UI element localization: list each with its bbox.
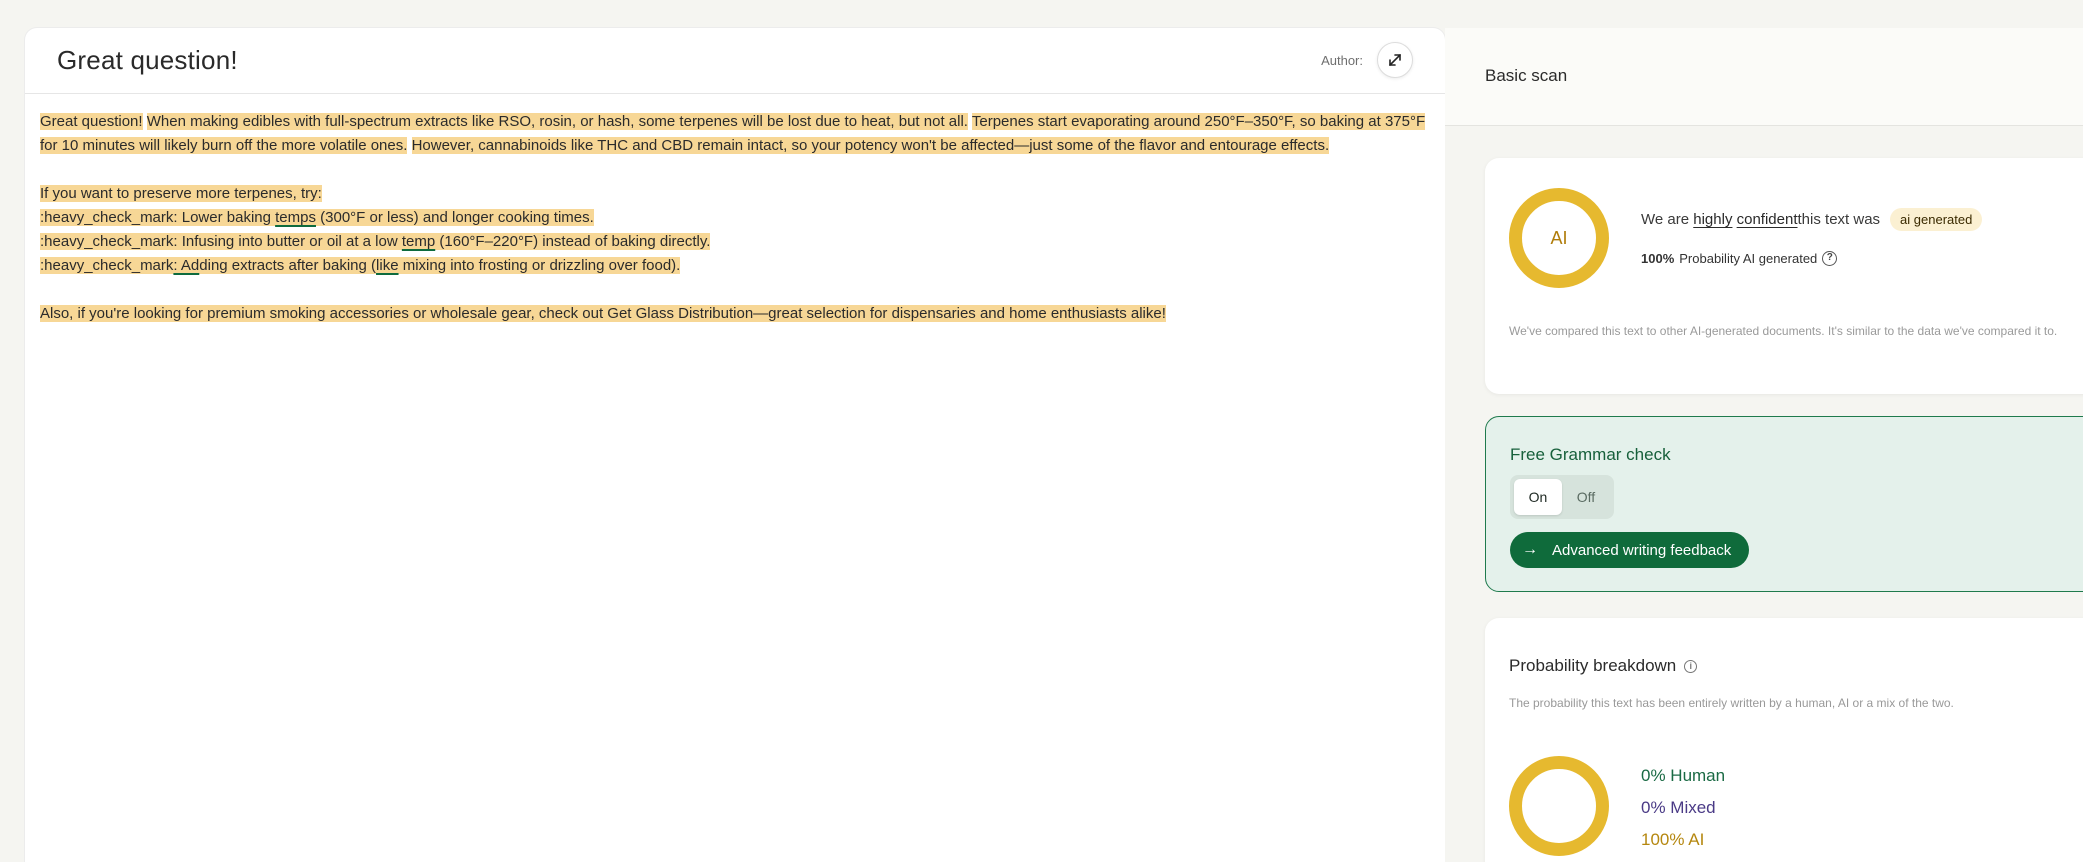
- highly-link[interactable]: highly: [1693, 211, 1733, 228]
- probability-breakdown-card: [1485, 618, 2083, 862]
- list-text: mixing into frosting or drizzling over food).: [398, 257, 681, 274]
- grammar-suggestion[interactable]: : Ad: [173, 257, 200, 274]
- statement-text: We are: [1641, 211, 1690, 228]
- list-intro: If you want to preserve more terpenes, try:: [40, 185, 322, 202]
- advanced-feedback-button[interactable]: [1510, 532, 1749, 568]
- list-item: [40, 206, 1430, 230]
- toggle-off[interactable]: Off: [1576, 489, 1596, 505]
- list-item: [40, 254, 1430, 278]
- grammar-suggestion[interactable]: temps: [275, 209, 316, 226]
- breakdown-title: [1509, 656, 1697, 676]
- highlight-sentence: Great question!: [40, 113, 143, 130]
- scan-header: [1445, 28, 2083, 126]
- document-body[interactable]: [25, 94, 1445, 326]
- grammar-toggle[interactable]: [1510, 475, 1614, 519]
- grammar-suggestion[interactable]: like: [376, 257, 399, 274]
- info-icon[interactable]: i: [1684, 660, 1697, 673]
- breakdown-title-text: Probability breakdown: [1509, 656, 1677, 675]
- list-text: :heavy_check_mark: Lower baking: [40, 209, 276, 226]
- mixed-percent: 0% Mixed: [1641, 798, 1716, 817]
- document-title: Great question!: [57, 45, 238, 75]
- ring-label: AI: [1550, 227, 1568, 248]
- confident-link[interactable]: confident: [1736, 211, 1798, 228]
- grammar-card: [1485, 416, 2083, 592]
- confidence-statement: [1641, 208, 1982, 231]
- advanced-feedback-label: Advanced writing feedback: [1552, 541, 1732, 559]
- ai-result-card: [1485, 158, 2083, 394]
- ai-score-ring: [1509, 188, 1609, 288]
- breakdown-values: [1641, 760, 1725, 856]
- probability-label: Probability AI generated: [1679, 251, 1818, 266]
- statement-text: this text was: [1797, 211, 1881, 228]
- probability-line: [1641, 251, 1837, 266]
- list-text: (300°F or less) and longer cooking times.: [315, 209, 594, 226]
- breakdown-ring: [1509, 756, 1609, 856]
- expand-button[interactable]: [1377, 42, 1413, 78]
- list-text: ding extracts after baking (: [199, 257, 377, 274]
- author-area: [1321, 42, 1413, 78]
- author-label: Author:: [1321, 52, 1363, 68]
- probability-value: 100%: [1641, 251, 1675, 266]
- arrow-right-icon: →: [1522, 541, 1538, 558]
- scan-panel: [1445, 28, 2083, 862]
- toggle-on[interactable]: On: [1514, 479, 1562, 515]
- document-header: [25, 28, 1445, 94]
- highlight-sentence: When making edibles with full-spectrum extracts like RSO, rosin, or hash, some terpenes will be lost due to heat, but not all.: [146, 113, 968, 130]
- breakdown-description: The probability this text has been entirely written by a human, AI or a mix of the two.: [1509, 696, 1954, 710]
- list-item: [40, 230, 1430, 254]
- list-text: :heavy_check_mark: Infusing into butter or oil at a low: [40, 233, 402, 250]
- paragraph-3: [40, 302, 1430, 326]
- highlight-sentence: Terpenes start evaporating around 250°F–350°F, so baking at 375°F for 10 minutes will likely burn off the more volatile ones.: [40, 113, 1426, 154]
- help-icon[interactable]: ?: [1822, 251, 1837, 266]
- highlight-sentence: However, cannabinoids like THC and CBD remain intact, so your potency won't be affected—just some of the flavor and entourage effects.: [411, 137, 1330, 154]
- paragraph-1: [40, 110, 1430, 158]
- ai-percent: 100% AI: [1641, 830, 1705, 849]
- status-badge: ai generated: [1890, 208, 1982, 231]
- list-text: (160°F–220°F) instead of baking directly.: [435, 233, 711, 250]
- grammar-title: Free Grammar check: [1510, 445, 1671, 464]
- paragraph-2: [40, 182, 1430, 278]
- scan-title: Basic scan: [1485, 66, 1568, 85]
- result-description: We've compared this text to other AI-generated documents. It's similar to the data we've compared it to.: [1509, 324, 2058, 338]
- document-panel: [25, 28, 1445, 862]
- list-text: :heavy_check_mark: [40, 257, 174, 274]
- human-percent: 0% Human: [1641, 766, 1726, 785]
- highlight-sentence: Also, if you're looking for premium smoking accessories or wholesale gear, check out Get Glass Distribution—great selection for dispensaries and home enthusiasts alike!: [40, 305, 1166, 322]
- grammar-suggestion[interactable]: temp: [401, 233, 436, 250]
- expand-icon: [1387, 52, 1403, 68]
